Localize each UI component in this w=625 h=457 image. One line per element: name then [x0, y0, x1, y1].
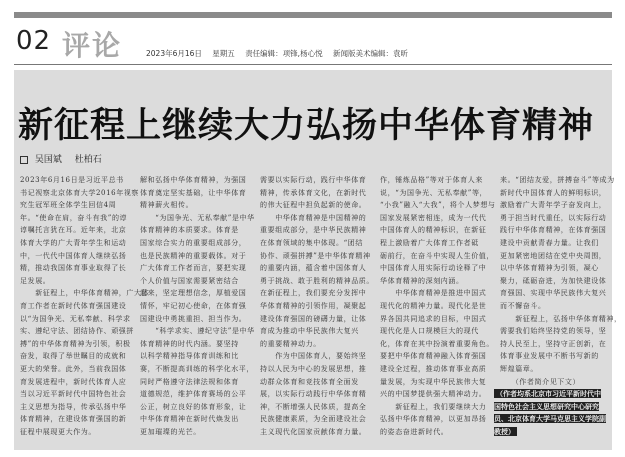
body-line: 民族健康素质，为全面建设社会 — [260, 415, 367, 424]
body-line: 新征程上，我们要继续大力 — [380, 402, 487, 411]
byline — [20, 152, 102, 165]
body-line: 精神薪火相传。 — [140, 201, 194, 210]
body-line: 践行中华体育精神，在体育强国 — [500, 226, 607, 235]
body-line: 现代化的精神力量。现代化是世 — [380, 301, 487, 310]
body-line: 精，推动我国体育事业取得了长 — [20, 264, 127, 273]
body-line: 当以习近平新时代中国特色社会 — [20, 390, 127, 399]
body-line: 建设全过程，推动体育事业高质 — [380, 364, 487, 373]
body-line: 聚力，砥砺奋进，为加快建设体 — [500, 276, 607, 285]
body-line: 华体育精神的深刻内涵。 — [380, 276, 464, 285]
body-line: 中华体育精神是推进中国式 — [380, 289, 487, 298]
body-line: 华体育精神的引领作用，凝聚起 — [260, 301, 367, 310]
body-line: 作，锤炼品格”等对于体育人来 — [380, 176, 483, 184]
page-number: 02 — [16, 26, 52, 56]
body-line: 更加璀璨的光芒。 — [140, 427, 201, 436]
body-line: 以科学精神指导体育训练和比 — [140, 352, 239, 361]
body-line: 国家发展紧密相连，成为一代代 — [380, 213, 487, 222]
body-line: 砺前行，在奋斗中实现人生价值， — [380, 251, 494, 260]
body-line: 激励着广大青年学子奋发向上， — [500, 201, 607, 210]
body-line: 国家综合实力的重要组成部分， — [140, 238, 247, 247]
body-line: 中，一代代中国体育人继续弘扬 — [20, 251, 127, 260]
body-line: 化，体育在其中扮演着重要角色。 — [380, 339, 494, 348]
art-editor-credit: 新闻版美术编辑：袁昕 — [332, 49, 408, 58]
section-title: 评论 — [62, 29, 123, 62]
body-line: 界各国共同追求的目标，中国式 — [380, 314, 487, 323]
body-line: 究生冠军班全体学生回信4周 — [20, 201, 117, 210]
body-line: 在新征程上，我们要充分发挥中 — [260, 289, 367, 298]
article-headline: 新征程上继续大力弘扬中华体育精神 — [18, 105, 595, 146]
body-line: 新征程上，弘扬中华体育精神， — [500, 314, 622, 323]
body-line: 展，以实际行动践行中华体育精 — [260, 390, 367, 399]
body-line: 要把中华体育精神融入体育强国 — [380, 352, 487, 361]
body-line: 重要组成部分，是中华民族精神 — [260, 226, 367, 235]
body-line: 需要我们始终坚持党的领导，坚 — [500, 327, 607, 336]
body-line: 体育精神，在建设体育强国的新 — [20, 415, 127, 424]
body-line: 体育奠定坚实基础，让中华体育 — [140, 188, 247, 197]
body-line: 精神，传承体育文化，在新时代 — [260, 188, 367, 197]
body-line: 现代化是人口规模巨大的现代 — [380, 327, 479, 336]
text-column — [140, 174, 255, 444]
text-column — [260, 174, 374, 444]
body-line: 而不懈奋斗。 — [500, 301, 546, 310]
body-line: 解和弘扬中华体育精神，为强国 — [140, 176, 247, 184]
body-line: 育成为推动中华民族伟大复兴 — [260, 327, 359, 336]
body-line: 勇于挑战、敢于胜利的精神品质。 — [260, 276, 374, 285]
body-line: 以中华体育精神为引领，凝心 — [500, 264, 599, 273]
byline-box-icon — [20, 156, 28, 164]
body-line: 足发展。 — [20, 276, 51, 285]
body-line: 征程中展现更大作为。 — [20, 427, 96, 436]
body-line: 程上激励着广大体育工作者砥 — [380, 238, 479, 247]
body-line: 育发展进程中，新时代体育人应 — [20, 377, 127, 386]
body-line: 新征程上，中华体育精神，广大体 — [20, 289, 150, 298]
body-line: 以“为国争光、无私奉献、科学求 — [20, 314, 131, 323]
body-line: 需要以实际行动，践行中华体育 — [260, 176, 367, 184]
body-line: 辉煌篇章。 — [500, 364, 538, 373]
body-line: 道德规范，维护体育赛场的公平 — [140, 390, 247, 399]
body-line: 建设中贡献青春力量。让我们 — [500, 238, 599, 247]
body-line: 的重要内涵，蕴含着中国体育人 — [260, 264, 367, 273]
body-line: 同时严格遵守法律法规和体育 — [140, 377, 239, 386]
body-line: 建设体育强国的磅礴力量，让体 — [260, 314, 367, 323]
issue-weekday: 星期五 — [212, 49, 235, 58]
text-column — [20, 174, 150, 444]
article — [14, 70, 622, 450]
body-line: 的姿态奋进新时代。 — [380, 427, 449, 436]
body-line: 育强国、实现中华民族伟大复兴 — [500, 289, 607, 298]
body-line: “小我”融入“大我”，将个人梦想与 — [380, 201, 496, 210]
body-line: 公正，树立良好的体育形象，让 — [140, 402, 247, 411]
body-line: “为国争光、无私奉献”是中华 — [140, 213, 255, 222]
body-line: 更大的荣誉。此外，当前我国体 — [20, 364, 127, 373]
body-line: 勇于担当时代重任，以实际行动 — [500, 213, 607, 222]
body-line: 谆嘱托言犹在耳。近年来，北京 — [20, 226, 127, 235]
body-line: 体育事业发展中不断书写新的 — [500, 352, 599, 361]
body-line: 持以人民为中心的发展思想，推 — [260, 364, 367, 373]
top-rule — [14, 12, 612, 18]
body-line: 体育精神的时代内涵。要坚持 — [140, 339, 239, 348]
body-line: 赛，不断提高训练的科学化水平， — [140, 364, 254, 373]
body-line: 在体育领域的集中体现。“团结 — [260, 238, 363, 247]
body-line: 来。“团结友爱，拼搏奋斗”等成为 — [500, 176, 615, 184]
body-line: 中国体育人用实际行动诠释了中 — [380, 264, 487, 273]
body-line: 的重要精神动力。 — [260, 339, 321, 348]
editor-credit: 责任编辑：项锋,杨心悦 — [245, 49, 323, 58]
body-line: 国建设中勇挑重担、担当作为。 — [140, 314, 247, 323]
body-line: 量发展，为实现中华民族伟大复 — [380, 377, 487, 386]
body-line: 主义现代化国家贡献体育力量。 — [260, 427, 367, 436]
body-line: 个人价值与国家需要紧密结合 — [140, 276, 239, 285]
header-meta — [146, 48, 416, 59]
body-line: 起来，坚定理想信念，厚植爱国 — [140, 289, 247, 298]
body-line: 搏”的中华体育精神为引领，积极 — [20, 339, 131, 348]
body-line: 也是民族精神的重要载体。对于 — [140, 251, 247, 260]
text-column — [380, 174, 496, 444]
body-line: 书记视察北京体育大学2016年视察 — [20, 188, 140, 197]
author-name: 杜柏石 — [74, 155, 102, 165]
body-line: 弘扬中华体育精神，以更加昂扬 — [380, 415, 487, 424]
body-line: 协作、顽强拼搏”是中华体育精神 — [260, 251, 371, 260]
body-line: 更加紧密地团结在党中央周围， — [500, 251, 607, 260]
body-line: 中华体育精神是中国精神的 — [260, 213, 367, 222]
body-line: “科学求实、遵纪守法”是中华 — [140, 327, 255, 336]
body-line: 说，“为国争光、无私奉献”等， — [380, 188, 488, 197]
body-line: 广大体育工作者而言，要把实现 — [140, 264, 247, 273]
body-line: 2023年6月16日是习近平总书 — [20, 176, 124, 184]
body-line: 体育大学的广大青年学生和运动 — [20, 238, 127, 247]
body-line: 持人民至上，坚持守正创新，在 — [500, 339, 607, 348]
body-line: 奋发，取得了举世瞩目的成就和 — [20, 352, 127, 361]
body-line: 主义思想为指导，传承弘扬中华 — [20, 402, 127, 411]
body-line: 育工作者在新时代体育强国建设 — [20, 301, 127, 310]
author-note-text: （作者均系北京市习近平新时代中国特色社会主义思想研究中心研究员、北京体育大学马克思主义学院副教授） — [494, 389, 606, 436]
body-line: 中华体育精神在新时代焕发出 — [140, 415, 239, 424]
body-line: 年。“使命在肩，奋斗有我”的谆 — [20, 213, 128, 222]
author-name: 吴国斌 — [34, 155, 62, 165]
body-line: 兴的中国梦提供强大精神动力。 — [380, 390, 487, 399]
author-note — [494, 388, 606, 438]
header-rule — [14, 64, 612, 65]
body-line: 神，不断增强人民体质，提高全 — [260, 402, 367, 411]
body-line: 新时代中国体育人的鲜明标识， — [500, 188, 607, 197]
body-line: 情怀，牢记初心使命，在体育强 — [140, 301, 247, 310]
body-line: 实、遵纪守法、团结协作、顽强拼 — [20, 327, 134, 336]
body-line: 体育精神的本质要求。体育是 — [140, 226, 239, 235]
body-line: 作为中国体育人，要始终坚 — [260, 352, 367, 361]
body-line: 中国体育人的精神标识，在新征 — [380, 226, 487, 235]
issue-date: 2023年6月16日 — [146, 49, 202, 58]
body-line: （作者简介见下文） — [500, 377, 581, 386]
body-line: 的伟大征程中担负起新的使命。 — [260, 201, 367, 210]
body-line: 动群众体育和竞技体育全面发 — [260, 377, 359, 386]
page-header — [14, 24, 612, 64]
